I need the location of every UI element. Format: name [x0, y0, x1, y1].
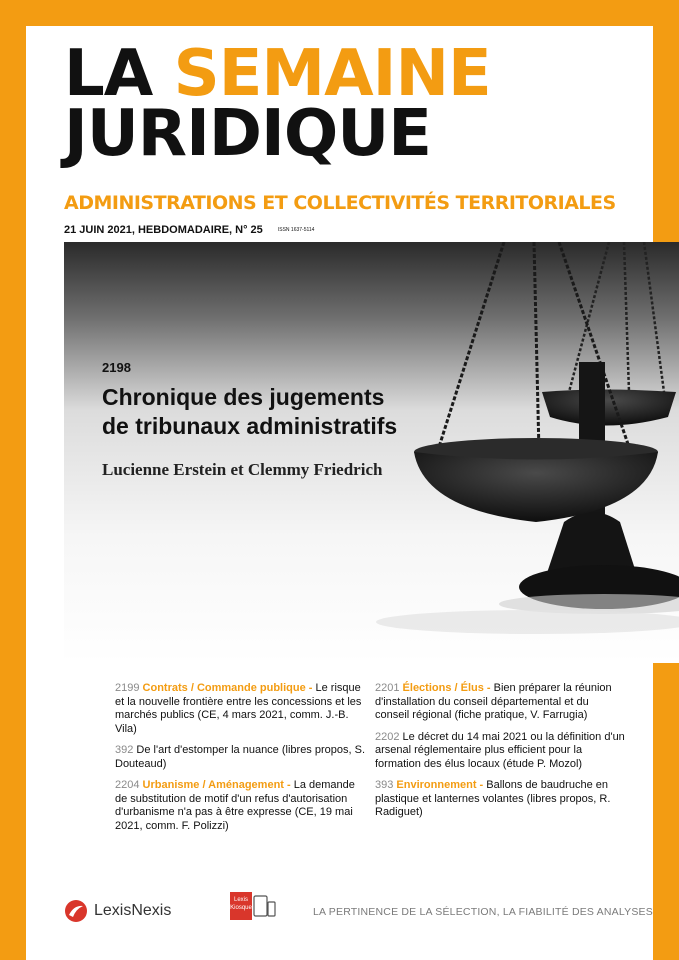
- lexis-kiosque-logo: [230, 892, 276, 920]
- toc-item-rubric: Environnement -: [396, 779, 484, 791]
- masthead-juridique: JURIDIQUE: [64, 97, 431, 171]
- publisher-name: LexisNexis: [94, 902, 172, 919]
- toc-item-text: De l'art d'estomper la nuance (libres propos, S. Douteaud): [115, 744, 366, 770]
- issue-line: [64, 224, 314, 236]
- lexisnexis-logo: [64, 899, 171, 923]
- toc-item-text: La demande de substitution de motif d'un refus d'autorisation d'urbanisme n'a pas à être expresse (CE, 19 mai 2021, comm. F. Polizzi): [115, 779, 355, 832]
- feature-number: 2198: [102, 360, 131, 375]
- cover-page: [26, 26, 653, 960]
- toc-item: [375, 682, 625, 723]
- masthead-semaine: SEMAINE: [173, 37, 491, 111]
- toc-left-column: [115, 682, 365, 841]
- feature-title-line2: de tribunaux administratifs: [102, 413, 398, 439]
- kiosque-line2: Kiosque: [230, 905, 252, 911]
- masthead: [64, 37, 491, 171]
- toc-item: [375, 779, 625, 820]
- toc-item-number: 392: [115, 744, 134, 756]
- hero-image: [64, 242, 679, 663]
- toc-item-number: 2199: [115, 682, 140, 694]
- toc-item-rubric: Urbanisme / Aménagement -: [142, 779, 291, 791]
- journal-subtitle: ADMINISTRATIONS ET COLLECTIVITÉS TERRITORIALES: [64, 192, 616, 214]
- tablet-phone-icon: [252, 892, 276, 920]
- feature-authors: Lucienne Erstein et Clemmy Friedrich: [102, 460, 383, 479]
- issue-date: 21 JUIN 2021, HEBDOMADAIRE, N° 25: [64, 224, 263, 236]
- toc-item: [375, 731, 625, 772]
- scales-of-justice-illustration: [64, 242, 679, 663]
- toc-item-text: Ballons de baudruche en plastique et lanternes volantes (libres propos, R. Radiguet): [375, 779, 611, 818]
- toc-item-number: 393: [375, 779, 394, 791]
- feature-title-line1: Chronique des jugements: [102, 384, 385, 410]
- toc-item-rubric: Élections / Élus -: [402, 682, 491, 694]
- feature-title: [102, 383, 462, 441]
- toc-right-column: [375, 682, 625, 828]
- toc-item-text: Le décret du 14 mai 2021 ou la définition d'un arsenal réglementaire plus efficient pour la formation des élus locaux (étude P. Mozol): [375, 730, 625, 770]
- toc-item-number: 2202: [375, 730, 400, 743]
- toc-item-rubric: Contrats / Commande publique -: [142, 682, 313, 694]
- tagline: LA PERTINENCE DE LA SÉLECTION, LA FIABILITÉ DES ANALYSES: [313, 906, 653, 918]
- toc-item: [115, 682, 365, 736]
- toc-item: [115, 779, 365, 833]
- kiosque-badge: [230, 892, 252, 920]
- issn: ISSN 1637-5114: [277, 227, 315, 234]
- toc-item: [115, 744, 365, 771]
- lexisnexis-emblem-icon: [64, 899, 88, 923]
- toc-item-text: Bien préparer la réunion d'installation du conseil départemental et du conseil régional (fiche pratique, V. Farrugia): [375, 682, 612, 721]
- toc-item-number: 2204: [115, 779, 140, 791]
- toc-item-number: 2201: [375, 682, 400, 694]
- masthead-la: LA: [64, 37, 153, 111]
- kiosque-line1: Lexis: [233, 897, 248, 903]
- toc-item-text: Le risque et la nouvelle frontière entre les concessions et les marchés publics (CE, 4 mars 2021, comm. J.-B. Vila): [115, 682, 362, 735]
